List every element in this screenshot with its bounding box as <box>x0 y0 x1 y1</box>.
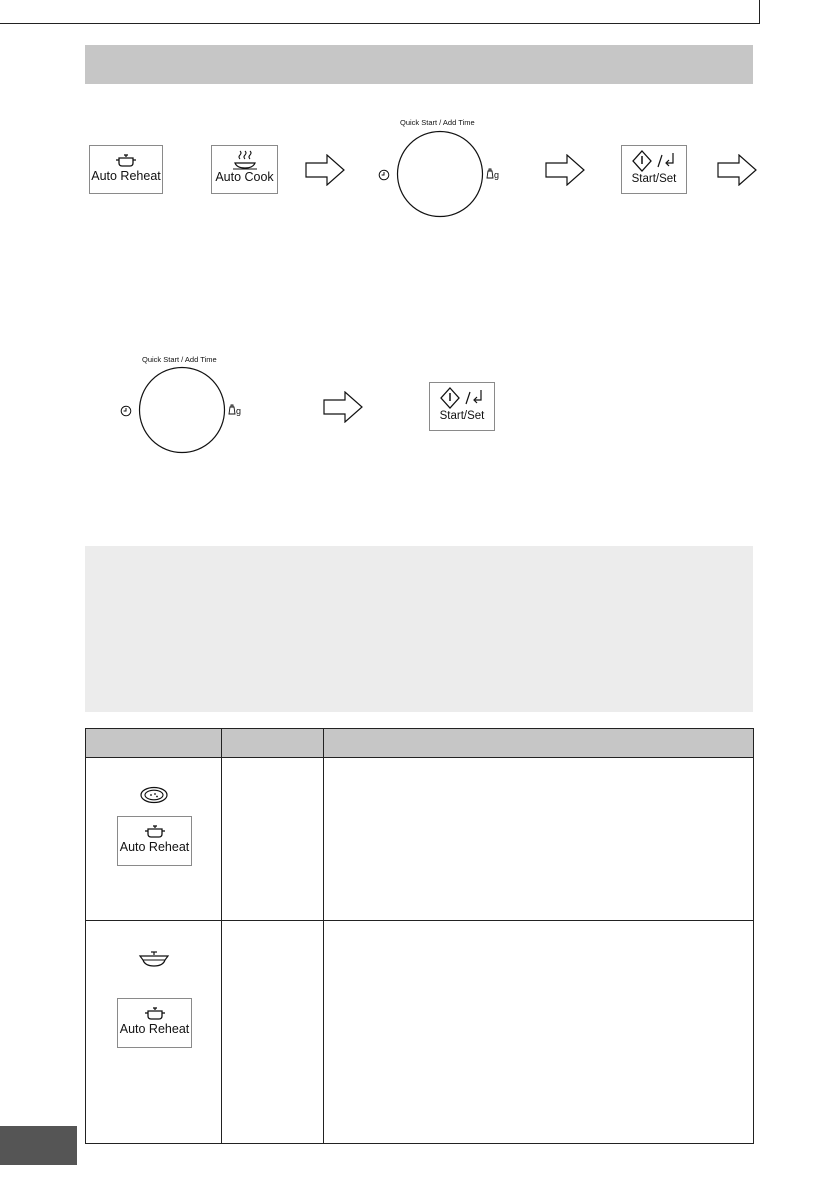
arrow-right-icon <box>305 154 345 186</box>
table-row <box>86 758 754 921</box>
table-header-cell <box>324 729 754 758</box>
note-box <box>85 546 753 712</box>
start-return-icon <box>631 149 677 173</box>
clock-icon <box>378 169 390 181</box>
table-row <box>86 921 754 1144</box>
casserole-icon <box>138 949 170 969</box>
start-set-label: Start/Set <box>631 173 677 185</box>
start-set-label: Start/Set <box>439 410 485 422</box>
auto-reheat-button[interactable] <box>89 145 163 194</box>
dial-weight-label: g <box>494 170 500 180</box>
auto-reheat-label: Auto Reheat <box>91 169 161 183</box>
start-set-button[interactable] <box>429 382 495 431</box>
auto-reheat-button[interactable] <box>117 816 192 866</box>
table-cell <box>324 921 754 1144</box>
arrow-right-icon <box>323 391 363 423</box>
auto-reheat-button[interactable] <box>117 998 192 1048</box>
table-cell <box>222 921 324 1144</box>
clock-icon <box>120 405 132 417</box>
arrow-right-icon <box>717 154 757 186</box>
table-header-row <box>86 729 754 758</box>
weight-icon <box>228 404 236 415</box>
dial-weight-indicator <box>486 168 499 180</box>
dial-caption: Quick Start / Add Time <box>400 118 475 127</box>
quick-start-dial[interactable] <box>396 130 484 218</box>
pot-icon <box>143 1004 167 1022</box>
quick-start-dial[interactable] <box>138 366 226 454</box>
dial-weight-label: g <box>236 406 242 416</box>
auto-cook-label: Auto Cook <box>215 170 274 184</box>
steam-dish-icon <box>232 150 258 170</box>
table-cell <box>324 758 754 921</box>
dial-weight-indicator <box>228 404 241 416</box>
section-title-bar <box>85 45 753 84</box>
weight-icon <box>486 168 494 179</box>
auto-reheat-label: Auto Reheat <box>119 1022 190 1036</box>
auto-reheat-table <box>85 728 754 1144</box>
table-cell <box>222 758 324 921</box>
table-cell-category <box>86 758 222 921</box>
table-cell-category <box>86 921 222 1144</box>
pot-icon <box>114 151 138 169</box>
dial-caption: Quick Start / Add Time <box>142 355 217 364</box>
table-header-cell <box>86 729 222 758</box>
arrow-right-icon <box>545 154 585 186</box>
pot-icon <box>143 822 167 840</box>
header-rule-tick <box>759 0 760 23</box>
auto-reheat-label: Auto Reheat <box>119 840 190 854</box>
start-set-button[interactable] <box>621 145 687 194</box>
header-rule <box>0 0 760 24</box>
page-number-tab <box>0 1126 77 1165</box>
table-header-cell <box>222 729 324 758</box>
start-return-icon <box>439 386 485 410</box>
auto-cook-button[interactable] <box>211 145 278 194</box>
plate-icon <box>139 786 169 804</box>
